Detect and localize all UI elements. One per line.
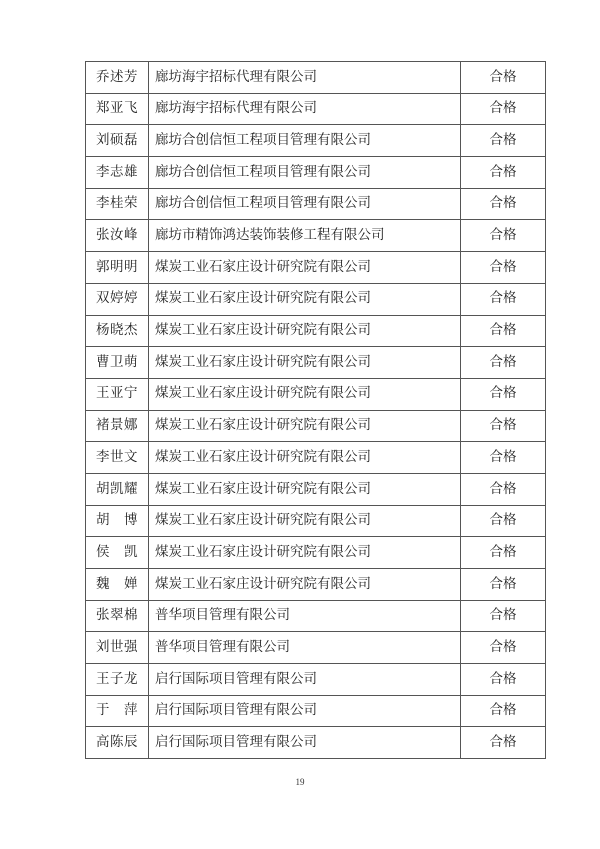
person-name-cell: 乔述芳 <box>86 62 149 94</box>
result-cell: 合格 <box>461 569 546 601</box>
table-row <box>86 252 546 284</box>
qualification-results-table <box>85 61 546 759</box>
person-name-cell: 高陈辰 <box>86 727 149 759</box>
result-cell: 合格 <box>461 125 546 157</box>
person-name-cell: 李世文 <box>86 442 149 474</box>
result-cell: 合格 <box>461 62 546 94</box>
table-row <box>86 378 546 410</box>
result-cell: 合格 <box>461 600 546 632</box>
company-name-cell: 普华项目管理有限公司 <box>149 600 461 632</box>
company-name-cell: 启行国际项目管理有限公司 <box>149 727 461 759</box>
person-name-cell: 刘世强 <box>86 632 149 664</box>
person-name-cell: 于 萍 <box>86 695 149 727</box>
result-cell: 合格 <box>461 442 546 474</box>
company-name-cell: 启行国际项目管理有限公司 <box>149 695 461 727</box>
company-name-cell: 启行国际项目管理有限公司 <box>149 664 461 696</box>
person-name-cell: 褚景娜 <box>86 410 149 442</box>
person-name-cell: 杨晓杰 <box>86 315 149 347</box>
table-row <box>86 410 546 442</box>
person-name-cell: 魏 婵 <box>86 569 149 601</box>
table-row <box>86 632 546 664</box>
person-name-cell: 双婷婷 <box>86 283 149 315</box>
result-cell: 合格 <box>461 378 546 410</box>
result-cell: 合格 <box>461 727 546 759</box>
result-cell: 合格 <box>461 410 546 442</box>
table-row <box>86 347 546 379</box>
page-number: 19 <box>295 777 305 787</box>
person-name-cell: 王子龙 <box>86 664 149 696</box>
result-cell: 合格 <box>461 188 546 220</box>
person-name-cell: 侯 凯 <box>86 537 149 569</box>
result-cell: 合格 <box>461 505 546 537</box>
result-cell: 合格 <box>461 220 546 252</box>
company-name-cell: 煤炭工业石家庄设计研究院有限公司 <box>149 442 461 474</box>
result-cell: 合格 <box>461 632 546 664</box>
table-body <box>86 62 546 759</box>
person-name-cell: 王亚宁 <box>86 378 149 410</box>
result-cell: 合格 <box>461 695 546 727</box>
company-name-cell: 廊坊海宇招标代理有限公司 <box>149 62 461 94</box>
table-row <box>86 442 546 474</box>
company-name-cell: 煤炭工业石家庄设计研究院有限公司 <box>149 410 461 442</box>
company-name-cell: 煤炭工业石家庄设计研究院有限公司 <box>149 347 461 379</box>
company-name-cell: 廊坊市精饰鸿达装饰装修工程有限公司 <box>149 220 461 252</box>
table-row <box>86 664 546 696</box>
result-cell: 合格 <box>461 473 546 505</box>
company-name-cell: 煤炭工业石家庄设计研究院有限公司 <box>149 505 461 537</box>
person-name-cell: 刘硕磊 <box>86 125 149 157</box>
table-row <box>86 537 546 569</box>
person-name-cell: 郑亚飞 <box>86 93 149 125</box>
person-name-cell: 郭明明 <box>86 252 149 284</box>
table-row <box>86 600 546 632</box>
result-cell: 合格 <box>461 252 546 284</box>
person-name-cell: 张翠棉 <box>86 600 149 632</box>
company-name-cell: 煤炭工业石家庄设计研究院有限公司 <box>149 252 461 284</box>
table-row <box>86 157 546 189</box>
result-cell: 合格 <box>461 283 546 315</box>
table-row <box>86 473 546 505</box>
company-name-cell: 廊坊合创信恒工程项目管理有限公司 <box>149 157 461 189</box>
table-row <box>86 315 546 347</box>
person-name-cell: 胡 博 <box>86 505 149 537</box>
table-row <box>86 62 546 94</box>
table-row <box>86 505 546 537</box>
table-row <box>86 727 546 759</box>
table-row <box>86 188 546 220</box>
result-cell: 合格 <box>461 93 546 125</box>
result-cell: 合格 <box>461 347 546 379</box>
company-name-cell: 煤炭工业石家庄设计研究院有限公司 <box>149 537 461 569</box>
company-name-cell: 煤炭工业石家庄设计研究院有限公司 <box>149 569 461 601</box>
company-name-cell: 廊坊海宇招标代理有限公司 <box>149 93 461 125</box>
company-name-cell: 煤炭工业石家庄设计研究院有限公司 <box>149 473 461 505</box>
table-row <box>86 569 546 601</box>
result-cell: 合格 <box>461 664 546 696</box>
table-row <box>86 220 546 252</box>
company-name-cell: 煤炭工业石家庄设计研究院有限公司 <box>149 283 461 315</box>
table-row <box>86 283 546 315</box>
company-name-cell: 煤炭工业石家庄设计研究院有限公司 <box>149 315 461 347</box>
person-name-cell: 张汝峰 <box>86 220 149 252</box>
company-name-cell: 普华项目管理有限公司 <box>149 632 461 664</box>
person-name-cell: 李桂荣 <box>86 188 149 220</box>
result-cell: 合格 <box>461 315 546 347</box>
person-name-cell: 曹卫萌 <box>86 347 149 379</box>
result-cell: 合格 <box>461 157 546 189</box>
table-row <box>86 695 546 727</box>
company-name-cell: 煤炭工业石家庄设计研究院有限公司 <box>149 378 461 410</box>
person-name-cell: 胡凯耀 <box>86 473 149 505</box>
result-cell: 合格 <box>461 537 546 569</box>
table-row <box>86 93 546 125</box>
table-row <box>86 125 546 157</box>
company-name-cell: 廊坊合创信恒工程项目管理有限公司 <box>149 188 461 220</box>
company-name-cell: 廊坊合创信恒工程项目管理有限公司 <box>149 125 461 157</box>
person-name-cell: 李志雄 <box>86 157 149 189</box>
